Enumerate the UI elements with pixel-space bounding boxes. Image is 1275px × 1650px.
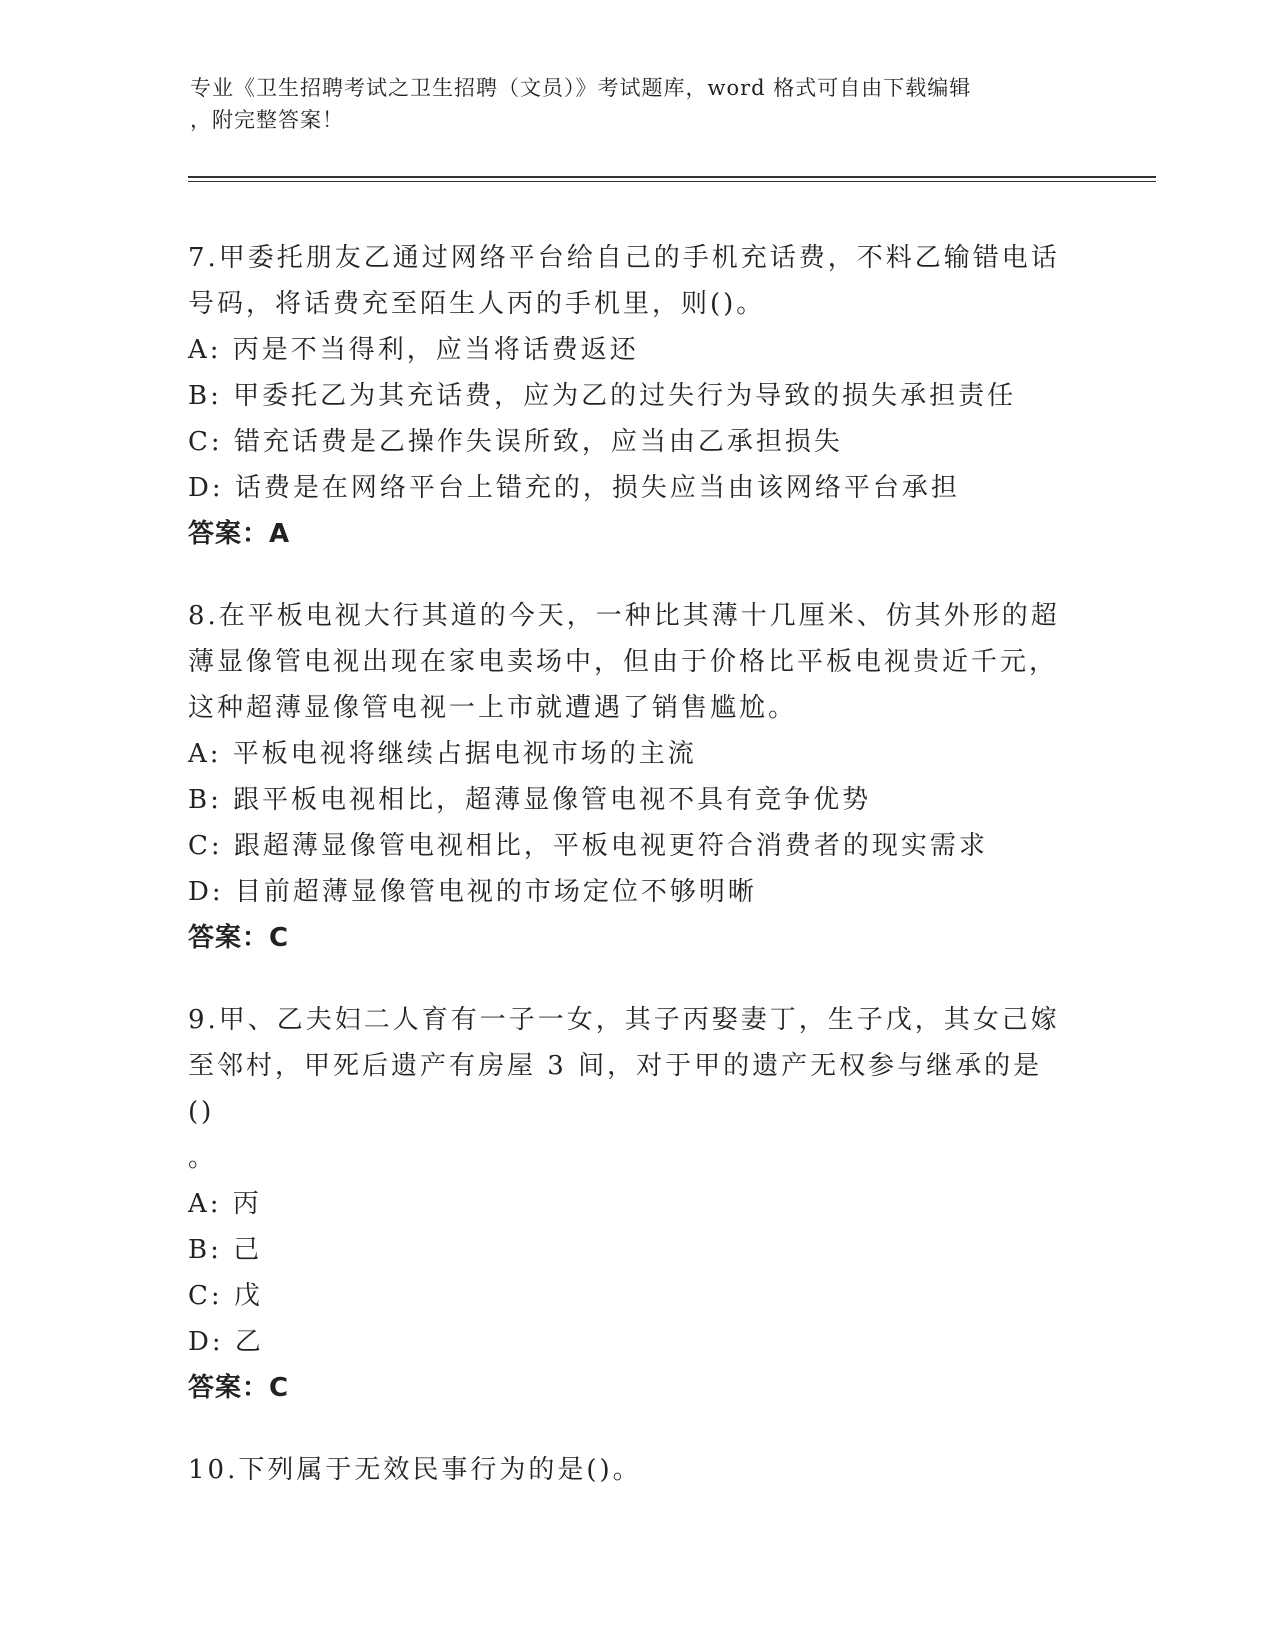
option-d: D: 目前超薄显像管电视的市场定位不够明晰 [188,877,757,907]
header-divider-thick [188,176,1156,178]
question-text-line: 至邻村，甲死后遗产有房屋 3 间，对于甲的遗产无权参与继承的是() [188,1051,1043,1127]
option-d: D: 话费是在网络平台上错充的，损失应当由该网络平台承担 [188,473,960,503]
question-text-line: 10.下列属于无效民事行为的是()。 [188,1455,642,1485]
question-text-line: 薄显像管电视出现在家电卖场中，但由于价格比平板电视贵近千元， [188,647,1059,677]
answer-value: A [269,519,291,549]
option-c: C: 错充话费是乙操作失误所致，应当由乙承担损失 [188,427,843,457]
answer-value: C [269,1373,290,1403]
question-8 [188,593,1068,961]
answer-label: 答案： [188,1373,270,1403]
answer-line [188,511,1068,557]
option-b: B: 甲委托乙为其充话费，应为乙的过失行为导致的损失承担责任 [188,381,1017,411]
question-text-line: 9.甲、乙夫妇二人育有一子一女，其子丙娶妻丁，生子戊，其女己嫁 [188,1005,1060,1035]
option-c: C: 跟超薄显像管电视相比，平板电视更符合消费者的现实需求 [188,831,988,861]
question-9 [188,997,1068,1411]
question-10 [188,1447,1068,1493]
answer-label: 答案： [188,519,270,549]
document-header [190,72,1090,136]
question-text-line: 7.甲委托朋友乙通过网络平台给自己的手机充话费，不料乙输错电话 [188,243,1060,273]
question-text-line: 号码，将话费充至陌生人丙的手机里，则()。 [188,289,766,319]
question-7 [188,235,1068,557]
option-a: A: 丙 [188,1189,262,1219]
question-list [188,235,1068,1529]
answer-label: 答案： [188,923,270,953]
answer-line [188,1365,1068,1411]
option-a: A: 丙是不当得利，应当将话费返还 [188,335,639,365]
option-a: A: 平板电视将继续占据电视市场的主流 [188,739,697,769]
option-b: B: 己 [188,1235,263,1265]
question-text-line: 8.在平板电视大行其道的今天，一种比其薄十几厘米、仿其外形的超 [188,601,1060,631]
question-text-line: 。 [188,1143,218,1173]
option-b: B: 跟平板电视相比，超薄显像管电视不具有竞争优势 [188,785,872,815]
header-divider-thin [188,181,1156,182]
option-d: D: 乙 [188,1327,264,1357]
answer-value: C [269,923,290,953]
option-c: C: 戊 [188,1281,263,1311]
answer-line [188,915,1068,961]
question-text-line: 这种超薄显像管电视一上市就遭遇了销售尴尬。 [188,693,798,723]
header-line-2: ，附完整答案！ [190,108,344,132]
header-line-1: 专业《卫生招聘考试之卫生招聘（文员）》考试题库，word 格式可自由下载编辑 [190,76,972,100]
